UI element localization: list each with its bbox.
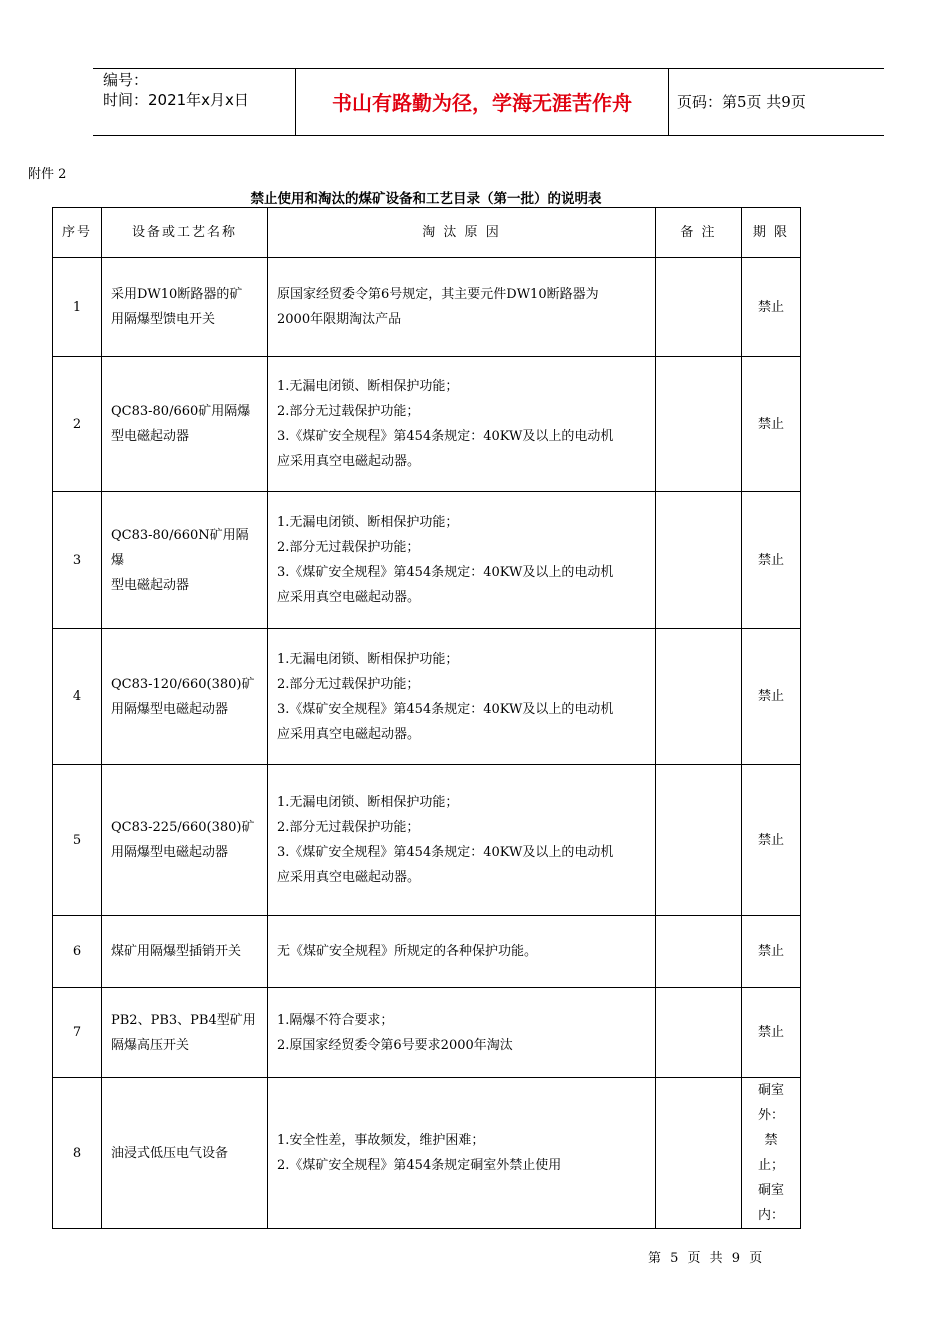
document-time-label: 时间：2021年x月x日 bbox=[103, 91, 249, 109]
deadline-cell bbox=[742, 916, 801, 988]
retirement-reason bbox=[268, 916, 656, 988]
table-row bbox=[53, 765, 801, 916]
equipment-table bbox=[52, 207, 801, 1229]
deadline-cell bbox=[742, 765, 801, 916]
reason-line: 1.安全性差，事故频发，维护困难； bbox=[277, 1133, 485, 1148]
row-index: 1 bbox=[53, 258, 102, 357]
equipment-name-line: QC83-120/660(380)矿 bbox=[111, 676, 255, 692]
deadline-line: 禁止 bbox=[757, 416, 784, 432]
header-divider-right bbox=[668, 68, 669, 135]
deadline-cell bbox=[742, 988, 801, 1078]
reason-line: 3.《煤矿安全规程》第454条规定：40KW及以上的电动机 bbox=[277, 429, 614, 444]
deadline-line: 止； bbox=[757, 1158, 784, 1173]
reason-line: 1.无漏电闭锁、断相保护功能； bbox=[277, 795, 459, 810]
header-limit: 期 限 bbox=[742, 208, 801, 258]
table-row bbox=[53, 916, 801, 988]
reason-line: 2.部分无过载保护功能； bbox=[277, 404, 420, 419]
equipment-name bbox=[102, 492, 268, 629]
reason-line: 3.《煤矿安全规程》第454条规定：40KW及以上的电动机 bbox=[277, 845, 614, 860]
header-motto: 书山有路勤为径，学海无涯苦作舟 bbox=[332, 91, 632, 115]
reason-line: 2.《煤矿安全规程》第454条规定硐室外禁止使用 bbox=[277, 1158, 562, 1173]
equipment-name-line: QC83-225/660(380)矿 bbox=[111, 820, 255, 835]
table-row bbox=[53, 988, 801, 1078]
row-index: 7 bbox=[53, 988, 102, 1078]
reason-line: 2.部分无过载保护功能； bbox=[277, 676, 420, 692]
deadline-line: 禁 bbox=[764, 1133, 778, 1148]
table-row bbox=[53, 629, 801, 765]
deadline-cell bbox=[742, 629, 801, 765]
reason-line: 原国家经贸委令第6号规定，其主要元件DW10断路器为 bbox=[277, 287, 599, 302]
row-index: 8 bbox=[53, 1078, 102, 1229]
retirement-reason bbox=[268, 258, 656, 357]
deadline-line: 禁止 bbox=[757, 832, 784, 848]
note-cell bbox=[656, 916, 742, 988]
reason-line: 应采用真空电磁起动器。 bbox=[277, 454, 421, 469]
reason-line: 1.隔爆不符合要求； bbox=[277, 1012, 394, 1028]
table-row bbox=[53, 258, 801, 357]
header-note: 备 注 bbox=[656, 208, 742, 258]
equipment-name-line: 用隔爆型馈电开关 bbox=[111, 312, 216, 327]
equipment-name bbox=[102, 1078, 268, 1229]
equipment-name bbox=[102, 357, 268, 492]
reason-line: 应采用真空电磁起动器。 bbox=[277, 870, 421, 885]
retirement-reason bbox=[268, 357, 656, 492]
reason-line: 3.《煤矿安全规程》第454条规定：40KW及以上的电动机 bbox=[277, 701, 614, 717]
reason-line: 应采用真空电磁起动器。 bbox=[277, 590, 421, 605]
deadline-line: 硐室 bbox=[757, 1183, 784, 1198]
deadline-line: 外： bbox=[757, 1108, 784, 1123]
equipment-name-line: 采用DW10断路器的矿 bbox=[111, 287, 243, 302]
deadline-line: 禁止 bbox=[757, 944, 784, 959]
deadline-line: 禁止 bbox=[757, 1025, 784, 1040]
header-reason: 淘 汰 原 因 bbox=[268, 208, 656, 258]
row-index: 6 bbox=[53, 916, 102, 988]
equipment-name bbox=[102, 765, 268, 916]
equipment-name-line: 用隔爆型电磁起动器 bbox=[111, 701, 229, 717]
retirement-reason bbox=[268, 988, 656, 1078]
reason-line: 3.《煤矿安全规程》第454条规定：40KW及以上的电动机 bbox=[277, 565, 614, 580]
equipment-name-line: QC83-80/660矿用隔爆 bbox=[111, 404, 251, 419]
row-index: 3 bbox=[53, 492, 102, 629]
header-meta bbox=[103, 70, 249, 110]
row-index: 5 bbox=[53, 765, 102, 916]
equipment-name-line: 煤矿用隔爆型插销开关 bbox=[111, 944, 242, 959]
reason-line: 2.部分无过载保护功能； bbox=[277, 540, 420, 555]
note-cell bbox=[656, 258, 742, 357]
equipment-name-line: QC83-80/660N矿用隔爆 bbox=[111, 527, 249, 568]
equipment-name-line: 油浸式低压电气设备 bbox=[111, 1145, 229, 1161]
reason-line: 2000年限期淘汰产品 bbox=[277, 312, 402, 327]
retirement-reason bbox=[268, 765, 656, 916]
reason-line: 1.无漏电闭锁、断相保护功能； bbox=[277, 515, 459, 530]
note-cell bbox=[656, 492, 742, 629]
equipment-name bbox=[102, 629, 268, 765]
equipment-name-line: 型电磁起动器 bbox=[111, 429, 190, 444]
reason-line: 无《煤矿安全规程》所规定的各种保护功能。 bbox=[277, 944, 538, 959]
note-cell bbox=[656, 357, 742, 492]
reason-line: 1.无漏电闭锁、断相保护功能； bbox=[277, 379, 459, 394]
table-header-row bbox=[53, 208, 801, 258]
deadline-cell bbox=[742, 492, 801, 629]
page-footer: 第 5 页 共 9 页 bbox=[648, 1251, 763, 1266]
retirement-reason bbox=[268, 492, 656, 629]
deadline-line: 禁止 bbox=[757, 299, 784, 315]
table-row bbox=[53, 1078, 801, 1229]
header-page-label: 页码：第5页 共9页 bbox=[677, 93, 806, 111]
deadline-line: 禁止 bbox=[757, 552, 784, 568]
equipment-name-line: 隔爆高压开关 bbox=[111, 1037, 190, 1053]
reason-line: 2.原国家经贸委令第6号要求2000年淘汰 bbox=[277, 1037, 513, 1053]
equipment-name bbox=[102, 988, 268, 1078]
table-row bbox=[53, 357, 801, 492]
deadline-cell bbox=[742, 1078, 801, 1229]
header-name: 设备或工艺名称 bbox=[102, 208, 268, 258]
document-title: 禁止使用和淘汰的煤矿设备和工艺目录（第一批）的说明表 bbox=[250, 191, 602, 207]
deadline-line: 硐室 bbox=[757, 1083, 784, 1098]
row-index: 4 bbox=[53, 629, 102, 765]
equipment-name-line: 型电磁起动器 bbox=[111, 577, 190, 593]
attachment-label: 附件 2 bbox=[28, 167, 67, 182]
note-cell bbox=[656, 629, 742, 765]
document-number-label: 编号： bbox=[103, 71, 149, 89]
reason-line: 1.无漏电闭锁、断相保护功能； bbox=[277, 651, 459, 667]
note-cell bbox=[656, 765, 742, 916]
table-row bbox=[53, 492, 801, 629]
equipment-name-line: PB2、PB3、PB4型矿用 bbox=[111, 1012, 256, 1028]
retirement-reason bbox=[268, 629, 656, 765]
deadline-cell bbox=[742, 258, 801, 357]
reason-line: 应采用真空电磁起动器。 bbox=[277, 726, 421, 742]
header-index: 序号 bbox=[53, 208, 102, 258]
deadline-cell bbox=[742, 357, 801, 492]
note-cell bbox=[656, 1078, 742, 1229]
deadline-line: 内： bbox=[757, 1208, 784, 1223]
note-cell bbox=[656, 988, 742, 1078]
equipment-name bbox=[102, 916, 268, 988]
equipment-name-line: 用隔爆型电磁起动器 bbox=[111, 845, 229, 860]
equipment-name bbox=[102, 258, 268, 357]
reason-line: 2.部分无过载保护功能； bbox=[277, 820, 420, 835]
row-index: 2 bbox=[53, 357, 102, 492]
deadline-line: 禁止 bbox=[757, 689, 784, 704]
retirement-reason bbox=[268, 1078, 656, 1229]
header-bottom-rule bbox=[93, 135, 884, 136]
